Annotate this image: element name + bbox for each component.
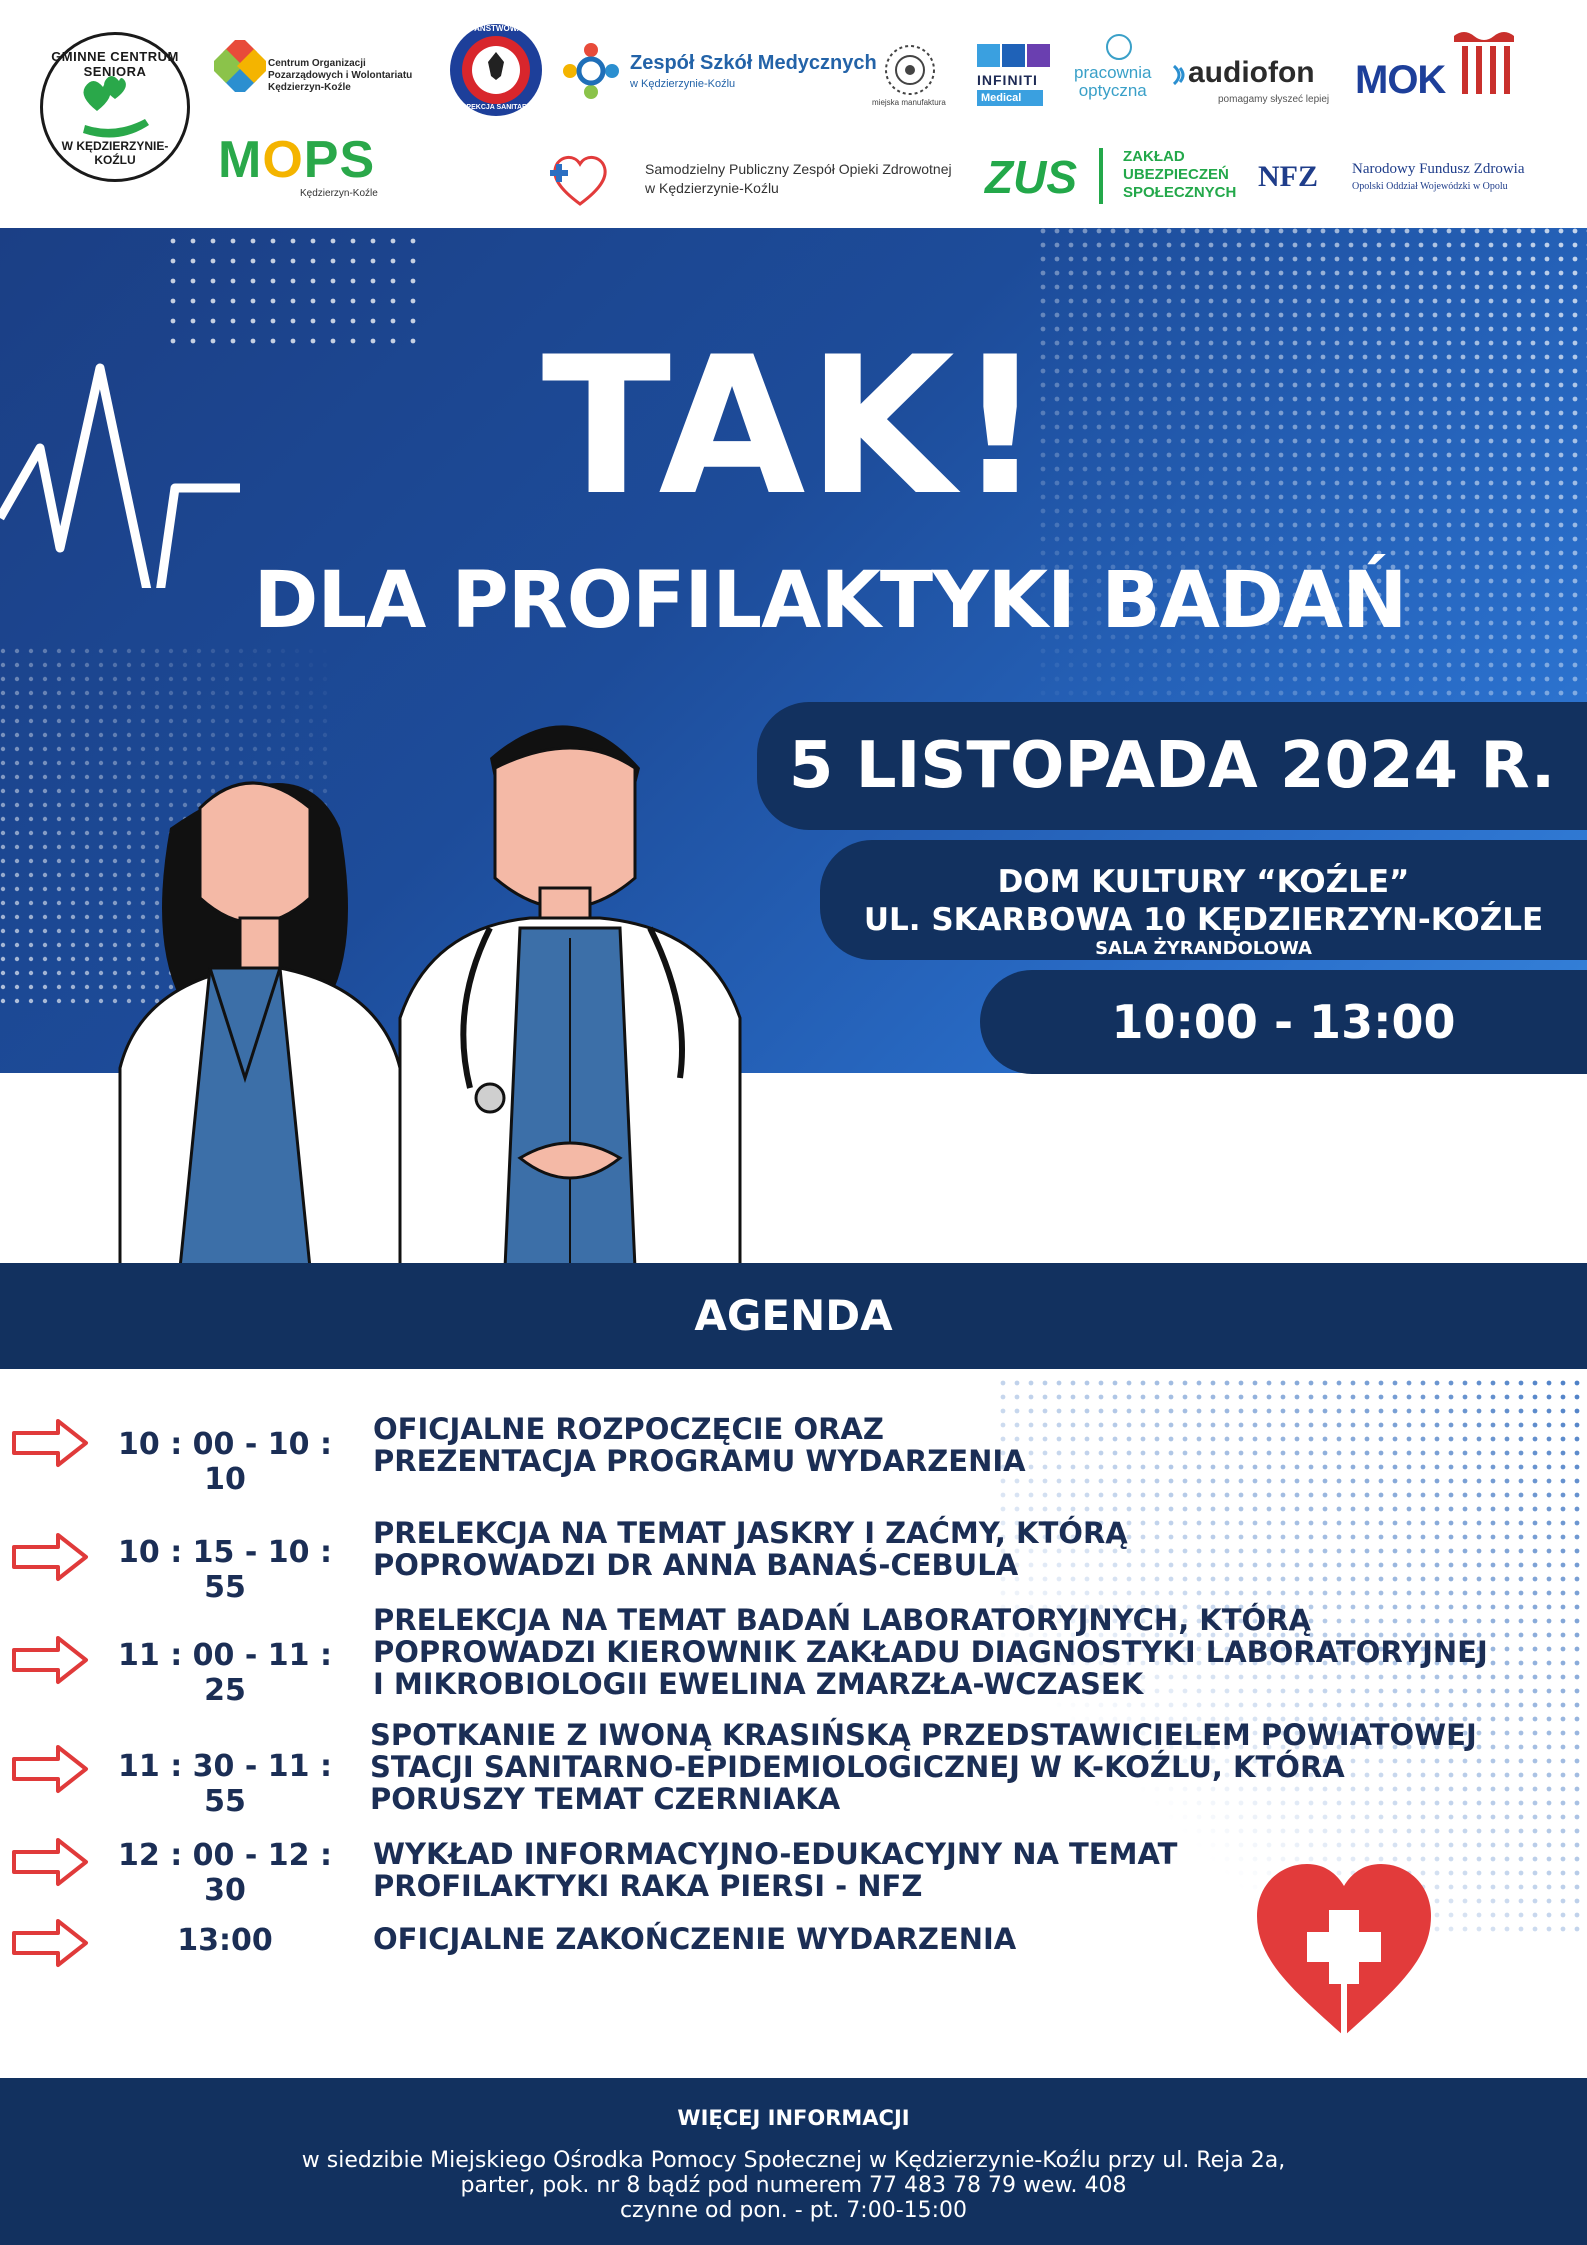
- sanepid-top-text: PAŃSTWOWA: [469, 24, 523, 33]
- arrow-right-icon: [10, 1634, 90, 1686]
- agenda-time: 11 : 30 - 11 : 55: [118, 1749, 332, 1819]
- arrow-right-icon: [10, 1417, 90, 1469]
- partner-logos-strip: [0, 0, 1587, 228]
- pracownia-label: pracownia optyczna: [1074, 63, 1152, 100]
- mops-ps: PS: [303, 131, 376, 189]
- footer-title: WIĘCEJ INFORMACJI: [677, 2106, 910, 2130]
- arrow-right-icon: [10, 1917, 90, 1969]
- venue-address: UL. SKARBOWA 10 KĘDZIERZYN-KOŹLE: [863, 902, 1544, 938]
- mops-logo: [218, 130, 375, 190]
- infiniti-name: INFINITI: [977, 72, 1038, 88]
- manufaktura-logo: [882, 42, 938, 98]
- agenda-description: WYKŁAD INFORMACYJNO-EDUKACYJNY NA TEMAT PROFILAKTYKI RAKA PIERSI - NFZ: [373, 1837, 1178, 1903]
- column-icon: [1448, 30, 1528, 102]
- cop-logo-text: Centrum Organizacji Pozarządowych i Wolontariatu Kędzierzyn-Koźle: [268, 58, 413, 93]
- agenda-description: OFICJALNE ROZPOCZĘCIE ORAZ PREZENTACJA PROGRAMU WYDARZENIA: [373, 1412, 1026, 1478]
- venue-room: SALA ŻYRANDOLOWA: [1095, 938, 1312, 959]
- people-circle-icon: [560, 40, 622, 102]
- pracownia-circle-icon: [1106, 34, 1132, 60]
- infiniti-square-icon: [1027, 44, 1050, 67]
- infiniti-square-icon: [977, 44, 1000, 67]
- agenda-description: PRELEKCJA NA TEMAT BADAŃ LABORATORYJNYCH, KTÓRĄ POPROWADZI KIEROWNIK ZAKŁADU DIAGNOSTYKI LABORATORYJNEJ I MIKROBIOLOGII EWELINA ZMARZŁA-WCZASEK: [373, 1603, 1488, 1701]
- agenda-time: 10 : 15 - 10 : 55: [118, 1535, 332, 1605]
- infiniti-square-icon: [1002, 44, 1025, 67]
- agenda-description: SPOTKANIE Z IWONĄ KRASIŃSKĄ PRZEDSTAWICIELEM POWIATOWEJ STACJI SANITARNO-EPIDEMIOLOGICZNEJ W K-KOŹLU, KTÓRA PORUSZY TEMAT CZERNIAKA: [370, 1718, 1477, 1816]
- heart-cross-icon: [548, 150, 612, 208]
- female-doctor-illustration: [100, 738, 420, 1263]
- arrow-right-icon: [10, 1836, 90, 1888]
- puzzle-icon: [214, 40, 266, 92]
- heart-medical-cross-icon: [1253, 1860, 1435, 2040]
- gcs-ring-top: GMINNE CENTRUM SENIORA: [51, 49, 179, 79]
- audiofon-sub: pomagamy słyszeć lepiej: [1218, 94, 1330, 105]
- mok-logo: MOK: [1355, 58, 1446, 102]
- venue-name: DOM KULTURY “KOŹLE”: [997, 864, 1410, 900]
- pracownia-text: [1074, 64, 1152, 100]
- hero-section: [0, 228, 1587, 1263]
- nfz-title: Narodowy Fundusz Zdrowia: [1352, 161, 1525, 177]
- zus-text: ZAKŁAD UBEZPIECZEŃ SPOŁECZNYCH: [1123, 148, 1237, 201]
- footer-contact-text: w siedzibie Miejskiego Ośrodka Pomocy Społecznej w Kędzierzynie-Koźlu przy ul. Reja 2a, parter, pok. nr 8 bądź pod numerem 77 483 78 79 wew. 408 czynne od pon. - pt. 7:00-15:00: [301, 2148, 1286, 2223]
- event-venue-pill: [820, 840, 1587, 960]
- spzoz-text: Samodzielny Publiczny Zespół Opieki Zdrowotnej w Kędzierzynie-Koźlu: [645, 161, 952, 196]
- manufaktura-text: miejska manufaktura: [872, 98, 946, 107]
- agenda-description: OFICJALNE ZAKOŃCZENIE WYDARZENIA: [373, 1922, 1017, 1956]
- infiniti-sub: Medical: [977, 90, 1043, 106]
- audiofon-logo: audiofon: [1188, 56, 1315, 89]
- nfz-sub: Opolski Oddział Wojewódzki w Opolu: [1352, 181, 1508, 192]
- sound-wave-icon: [1170, 62, 1188, 88]
- agenda-time: 13:00: [177, 1923, 273, 1958]
- zsm-sub: w Kędzierzynie-Koźlu: [630, 78, 736, 90]
- zsm-title: Zespół Szkół Medycznych: [630, 52, 877, 74]
- event-date-pill: 5 LISTOPADA 2024 R.: [757, 702, 1587, 830]
- mops-o: O: [262, 131, 304, 189]
- arrow-right-icon: [10, 1531, 90, 1583]
- agenda-time: 12 : 00 - 12 : 30: [118, 1838, 332, 1908]
- agenda-description: PRELEKCJA NA TEMAT JASKRY I ZAĆMY, KTÓRĄ POPROWADZI DR ANNA BANAŚ-CEBULA: [373, 1516, 1128, 1582]
- agenda-time: 11 : 00 - 11 : 25: [118, 1638, 332, 1708]
- male-doctor-illustration: [380, 688, 760, 1263]
- mops-m: M: [218, 131, 263, 189]
- hero-title: TAK!: [541, 316, 1046, 537]
- infiniti-logo: [977, 44, 1055, 106]
- gcs-logo: [40, 32, 190, 182]
- nfz-text: [1352, 160, 1524, 196]
- mops-sub: Kędzierzyn-Koźle: [300, 188, 378, 199]
- arrow-right-icon: [10, 1743, 90, 1795]
- agenda-time: 10 : 00 - 10 : 10: [118, 1427, 332, 1497]
- agenda-title: AGENDA: [694, 1291, 893, 1340]
- hero-subtitle: DLA PROFILAKTYKI BADAŃ: [253, 556, 1407, 646]
- sanepid-bottom-text: INSPEKCJA SANITARNA: [454, 104, 538, 111]
- hands-heart-icon: [75, 67, 155, 147]
- zus-divider: [1099, 148, 1103, 204]
- gcs-ring-bottom: W KĘDZIERZYNIE-KOŹLU: [61, 139, 169, 167]
- event-time-pill: 10:00 - 13:00: [980, 970, 1587, 1074]
- zus-logo: ZUS: [985, 151, 1077, 203]
- nfz-logo: NFZ: [1258, 160, 1318, 193]
